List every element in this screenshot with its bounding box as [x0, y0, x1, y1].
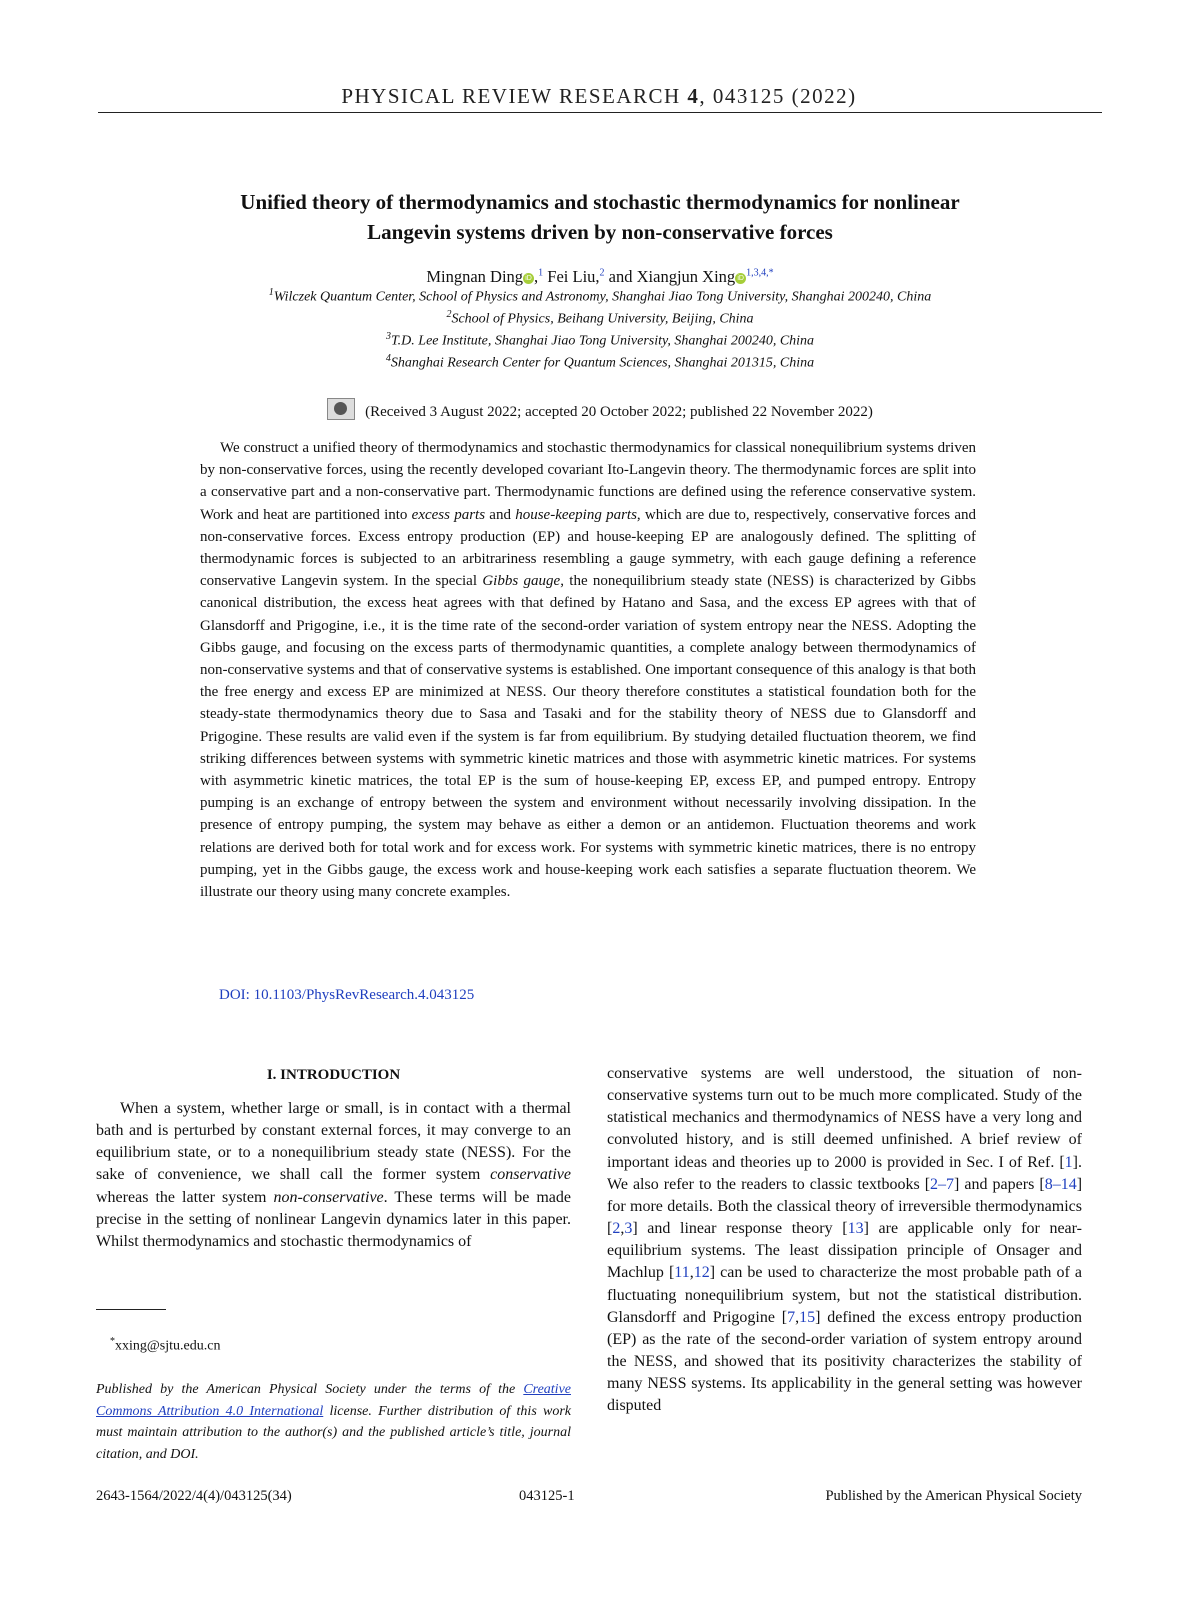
citation-link[interactable]: 8–14	[1044, 1175, 1077, 1193]
citation-link[interactable]: 15	[799, 1308, 816, 1326]
affiliation: $^4$Shanghai Research Center for Quantum Sciences, Shanghai 201315, China	[385, 353, 815, 371]
footer-issn: 2643-1564/2022/4(4)/043125(34)	[96, 1488, 292, 1504]
citation-link[interactable]: 13	[847, 1220, 864, 1238]
affiliation: $^2$School of Physics, Beihang University, Beijing, China	[446, 309, 754, 327]
footer-publisher: Published by the American Physical Society	[825, 1488, 1082, 1504]
citation-link[interactable]: 2	[612, 1220, 621, 1238]
abstract: We construct a unified theory of thermodynamics and stochastic thermodynamics for classical nonequilibrium systems driven by non-conservative forces, using the recently developed covariant Ito-Langevin theory. The thermodynamic forces are split into a conservative part and a non-conservative part. Thermodynamic functions are defined using the reference conservative system. Work and heat are partitioned into excess parts and house-keeping parts, which are due to, respectively, conservative forces and non-conservative forces. Excess entropy production (EP) and house-keeping EP are analogously defined. The splitting of thermodynamic forces is subjected to an arbitrariness resembling a gauge symmetry, with each gauge defining a reference conservative Langevin system. In the special Gibbs gauge, the nonequilibrium steady state (NESS) is characterized by Gibbs canonical distribution, the excess heat agrees with that defined by Hatano and Sasa, and the excess EP agrees with that of Glansdorff and Prigogine, i.e., it is the time rate of the second-order variation of system entropy near the NESS. Adopting the Gibbs gauge, and focusing on the excess parts of thermodynamic quantities, a complete analogy between thermodynamics of non-conservative systems and that of conservative systems is established. One important consequence of this analogy is that both the free energy and excess EP are minimized at NESS. Our theory therefore constitutes a statistical foundation both for the steady-state thermodynamics theory due to Sasa and Tasaki and for the stability theory of NESS due to Glansdorff and Prigogine. These results are valid even if the system is far from equilibrium. By studying detailed fluctuation theorem, we find striking differences between systems with symmetric kinetic matrices and those with asymmetric kinetic matrices. For systems with asymmetric kinetic matrices, the total EP is the sum of house-keeping EP, excess EP, and pumped entropy. Entropy pumping is an exchange of entropy between the system and environment without necessarily involving dissipation. In the presence of entropy pumping, the system may behave as either a demon or an antidemon. Fluctuation theorems and work relations are derived both for total work and for excess work. For systems with symmetric kinetic matrices, there is no entropy pumping, yet in the Gibbs gauge, the excess work and house-keeping work each satisfies a separate fluctuation theorem. We illustrate our theory using many concrete examples.	[200, 440, 977, 901]
section-heading: I. INTRODUCTION	[266, 1067, 401, 1083]
right-column-text: conservative systems are well understood, the situation of non-conservative systems turn out to be much more complicated. Study of the statistical mechanics and thermodynamics of NESS have a very long and convoluted history, and is still deemed unfinished. A brief review of important ideas and theories up to 2000 is provided in Sec. I of Ref. [1]. We also refer to the readers to classic textbooks [2–7] and papers [8–14] for more details. Both the classical theory of irreversible thermodynamics [2,3] and linear response theory [13] are applicable only for near-equilibrium systems. The least dissipation principle of Onsager and Machlup [11,12] can be used to characterize the most probable path of a fluctuating nonequilibrium system, but not the statistical distribution. Glansdorff and Prigogine [7,15] defined the excess entropy production (EP) as the rate of the second-order variation of system entropy around the NESS, and showed that its positivity characterizes the stability of many NESS systems. Its applicability in the general setting was however disputed	[607, 1065, 1083, 1415]
affiliation: $^1$Wilczek Quantum Center, School of Physics and Astronomy, Shanghai Jiao Tong University, Shanghai 200240, China	[268, 287, 932, 305]
email-link[interactable]: xxing@sjtu.edu.cn	[115, 1338, 221, 1354]
orcid-icon[interactable]: iD	[735, 273, 746, 284]
doi: DOI: 10.1103/PhysRevResearch.4.043125	[219, 987, 475, 1003]
author-name[interactable]: Xiangjun Xing	[636, 267, 736, 286]
header-rule	[98, 112, 1102, 113]
journal-header: PHYSICAL REVIEW RESEARCH 4, 043125 (2022)	[341, 84, 857, 108]
citation-link[interactable]: 12	[693, 1264, 710, 1282]
page-number: 043125-1	[519, 1488, 575, 1504]
orcid-icon[interactable]: iD	[523, 273, 534, 284]
paper-title: Unified theory of thermodynamics and stochastic thermodynamics for nonlinear Langevin systems driven by non-conservative forces	[240, 190, 960, 244]
affiliation: $^3$T.D. Lee Institute, Shanghai Jiao Tong University, Shanghai 200240, China	[385, 331, 815, 349]
citation-link[interactable]: 3	[624, 1220, 633, 1238]
footnote-rule	[96, 1309, 166, 1310]
citation-link[interactable]: 11	[674, 1264, 690, 1282]
received-dates: (Received 3 August 2022; accepted 20 October 2022; published 22 November 2022)	[150, 398, 1050, 421]
citation-link[interactable]: 2–7	[930, 1175, 955, 1193]
doi-link[interactable]: 10.1103/PhysRevResearch.4.043125	[253, 987, 475, 1003]
left-column-text: When a system, whether large or small, is in contact with a thermal bath and is perturbed by constant external forces, it may converge to an equilibrium state, or to a nonequilibrium steady state (NESS). For the sake of convenience, we shall call the former system conservative whereas the latter system non-conservative. These terms will be made precise in the setting of nonlinear Langevin dynamics later in this paper. Whilst thermodynamics and stochastic thermodynamics of	[96, 1100, 571, 1250]
license-note: Published by the American Physical Society under the terms of the Creative Commons Attribution 4.0 International license. Further distribution of this work must maintain attribution to the author(s) and the published article’s title, journal citation, and DOI.	[96, 1382, 571, 1462]
license-link[interactable]: Creative Commons Attribution 4.0 International	[96, 1382, 571, 1419]
author-name[interactable]: Fei Liu	[547, 267, 596, 286]
citation-link[interactable]: 1	[1064, 1153, 1073, 1171]
author-name[interactable]: Mingnan Ding	[426, 267, 524, 286]
received-icon[interactable]	[327, 398, 355, 420]
corresponding-email: *xxing@sjtu.edu.cn	[110, 1336, 221, 1354]
author-list: Mingnan Ding iD ,$^1$ Fei Liu,$^2$ and Xiangjun Xing iD $^{1,3,4,*}$	[426, 267, 774, 286]
citation-link[interactable]: 7	[787, 1308, 796, 1326]
